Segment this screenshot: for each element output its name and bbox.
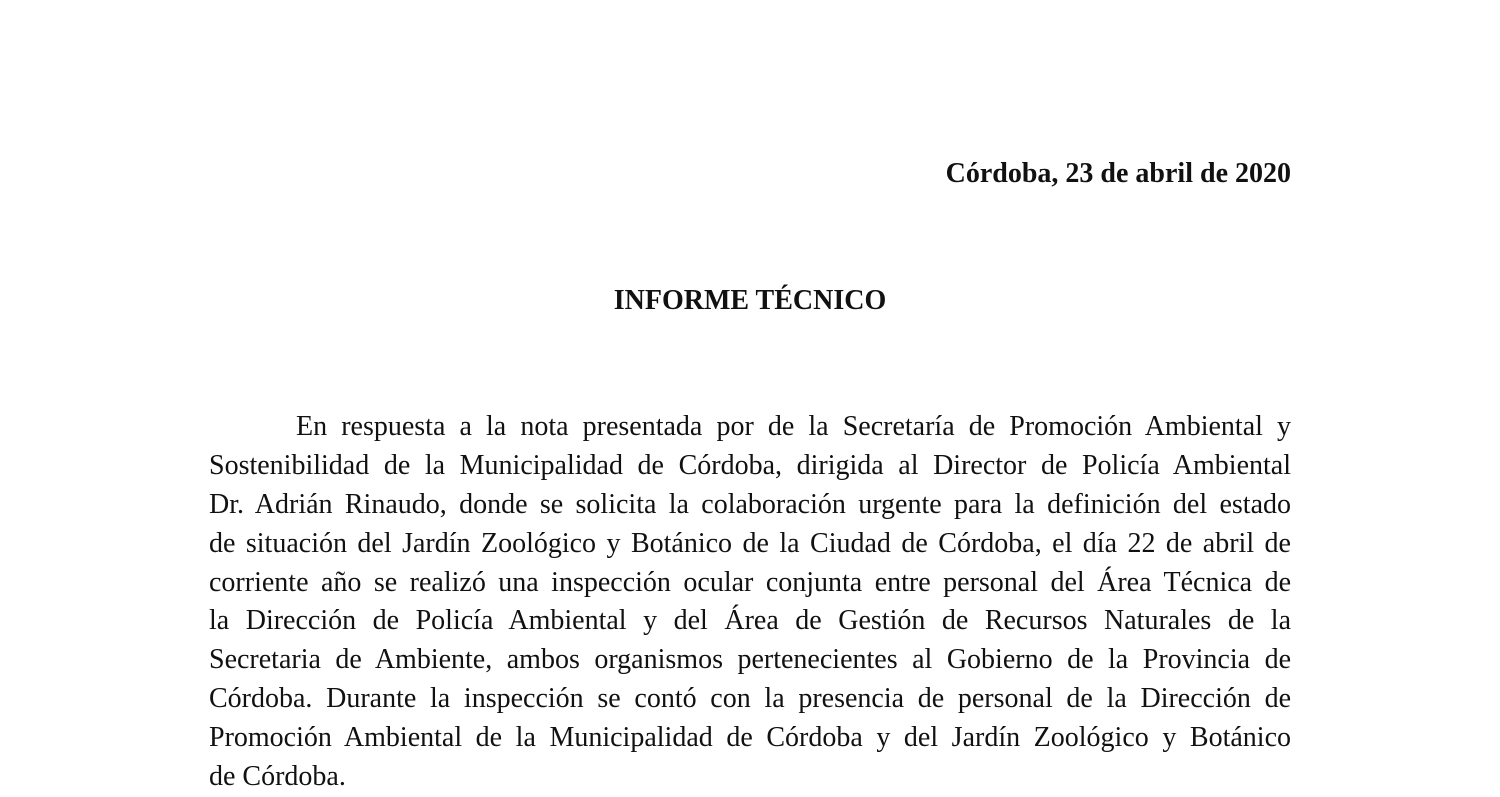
paragraph-line: Secretaria de Ambiente, ambos organismos pertenecientes al Gobierno de la Provincia de [209, 644, 1291, 676]
paragraph-line: Sostenibilidad de la Municipalidad de Córdoba, dirigida al Director de Policía Ambiental [209, 449, 1291, 481]
paragraph-line: En respuesta a la nota presentada por de la Secretaría de Promoción Ambiental y [296, 411, 1291, 442]
paragraph-line: corriente año se realizó una inspección ocular conjunta entre personal del Área Técnica de [209, 566, 1291, 598]
paragraph-line: la Dirección de Policía Ambiental y del Área de Gestión de Recursos Naturales de la [209, 605, 1291, 637]
paragraph-line: Córdoba. Durante la inspección se contó con la presencia de personal de la Dirección de [209, 683, 1291, 715]
paragraph-line: Dr. Adrián Rinaudo, donde se solicita la colaboración urgente para la definición del estado [209, 488, 1291, 520]
paragraph-line: de Córdoba. [209, 761, 346, 793]
paragraph-line: de situación del Jardín Zoológico y Botánico de la Ciudad de Córdoba, el día 22 de abril de [209, 527, 1291, 559]
paragraph-line: Promoción Ambiental de la Municipalidad de Córdoba y del Jardín Zoológico y Botánico [209, 722, 1291, 754]
body-paragraph [209, 408, 1291, 797]
date-line: Córdoba, 23 de abril de 2020 [945, 158, 1291, 189]
document-title: INFORME TÉCNICO [613, 285, 887, 316]
